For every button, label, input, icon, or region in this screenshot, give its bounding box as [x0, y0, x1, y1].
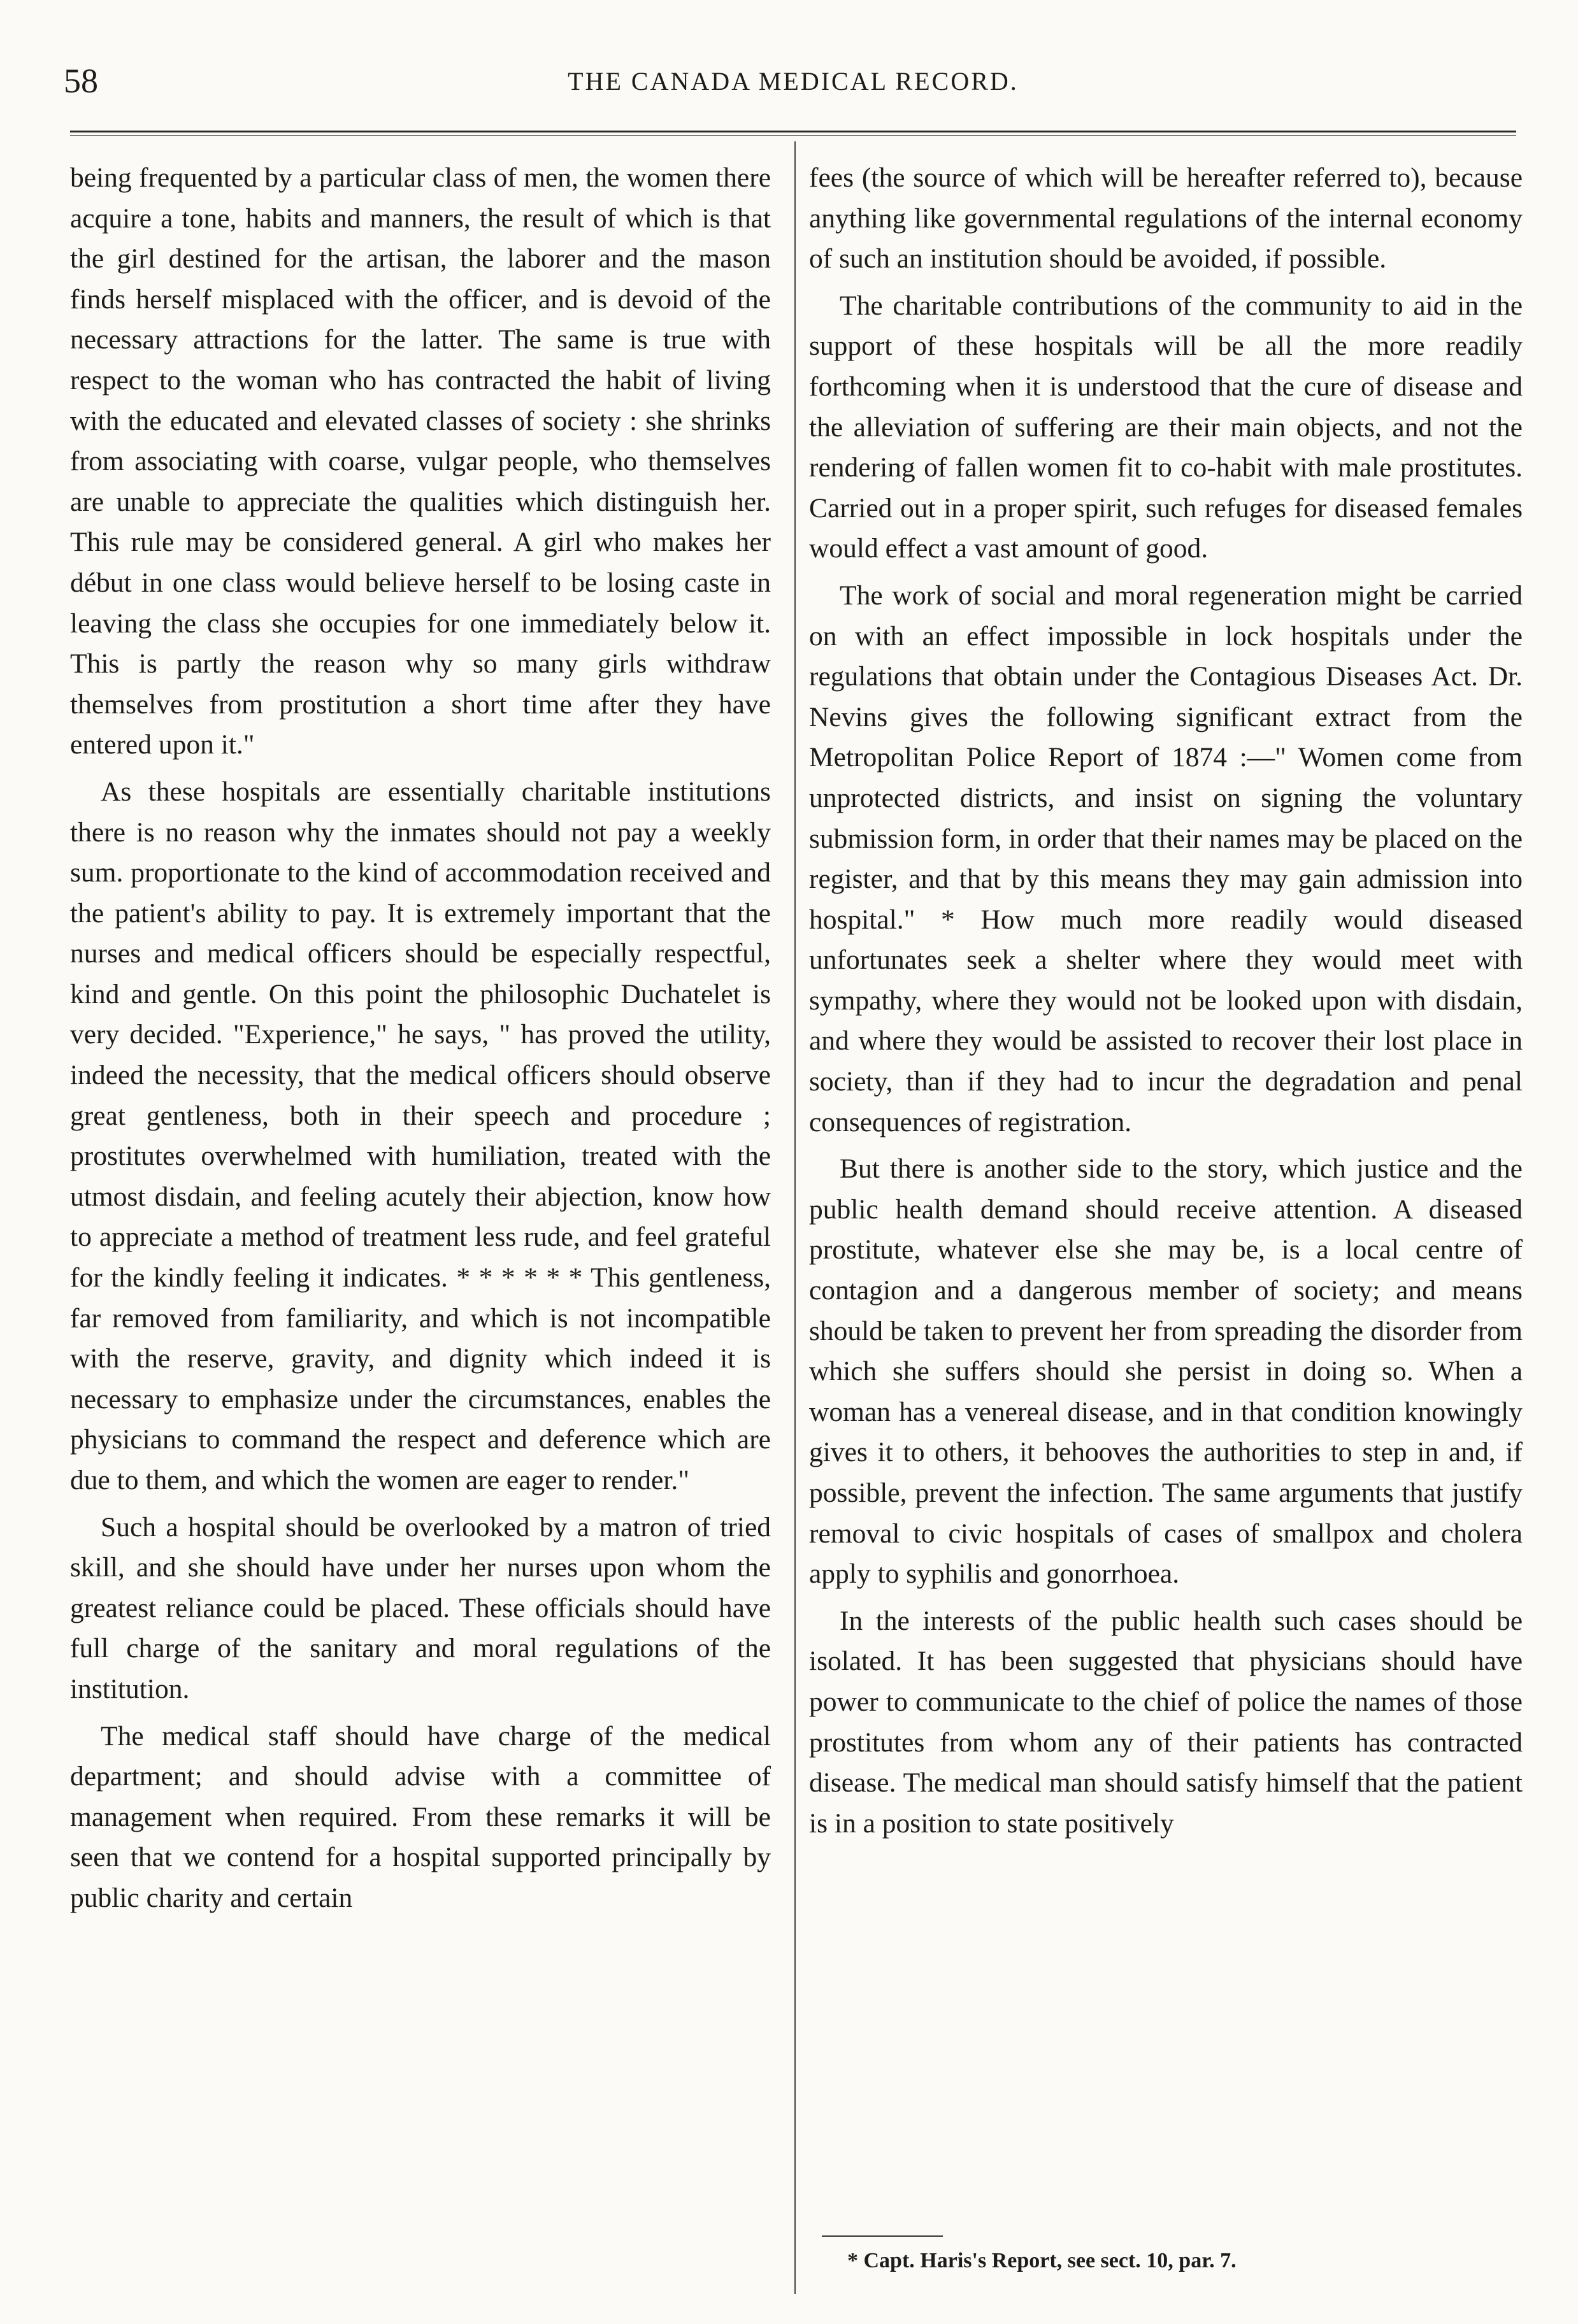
right-column [809, 158, 1523, 1850]
left-paragraph-1: being frequented by a particular class of men, the women there acquire a tone, habits and manners, the result of which is that the girl destined for the artisan, the laborer and the mason finds herself misplaced with the officer, and is devoid of the necessary attractions for the latter. The same is true with respect to the woman who has contracted the habit of living with the educated and elevated classes of society : she shrinks from associating with coarse, vulgar people, who themselves are unable to appreciate the qualities which distinguish her. This rule may be considered general. A girl who makes her début in one class would believe herself to be losing caste in leaving the class she occupies for one immediately below it. This is partly the reason why so many girls withdraw themselves from prostitution a short time after they have entered upon it." [70, 162, 771, 760]
right-paragraph-5: In the interests of the public health such cases should be isolated. It has been suggested that physicians should have power to communicate to the chief of police the names of those prostitutes from whom any of their patients has contracted disease. The medical man should satisfy himself that the patient is in a position to state positively [809, 1605, 1523, 1839]
left-paragraph-2: As these hospitals are essentially charitable institutions there is no reason why the inmates should not pay a weekly sum. proportionate to the kind of accommodation received and the patient's ability to pay. It is extremely important that the nurses and medical officers should be especially respectful, kind and gentle. On this point the philosophic Duchatelet is very decided. "Experience," he says, " has proved the utility, indeed the necessity, that the medical officers should observe great gentleness, both in their speech and procedure ; prostitutes overwhelmed with humiliation, treated with the utmost disdain, and feeling acutely their abjection, know how to appreciate a method of treatment less rude, and feel grateful for the kindly feeling it indicates. * * * * * * This gentleness, far removed from familiarity, and which is not incompatible with the reserve, gravity, and dignity which indeed it is necessary to emphasize under the circumstances, enables the physicians to command the respect and deference which are due to them, and which the women are eager to render." [70, 776, 771, 1495]
header-rule [70, 131, 1516, 132]
left-paragraph-3: Such a hospital should be overlooked by a matron of tried skill, and she should have under her nurses upon whom the greatest reliance could be placed. These officials should have full charge of the sanitary and moral regulations of the institution. [70, 1511, 771, 1704]
right-paragraph-4: But there is another side to the story, which justice and the public health demand should receive attention. A diseased prostitute, whatever else she may be, is a local centre of contagion and a dangerous member of society; and means should be taken to prevent her from spreading the disorder from which she suffers should she persist in doing so. When a woman has a venereal disease, and in that condition knowingly gives it to others, it behooves the authorities to step in and, if possible, prevent the infection. The same arguments that justify removal to civic hospitals of cases of smallpox and cholera apply to syphilis and gonorrhoea. [809, 1153, 1523, 1590]
column-divider [794, 141, 796, 2294]
footnote-rule [822, 2235, 943, 2237]
right-paragraph-2: The charitable contributions of the community to aid in the support of these hospitals will be all the more readily forthcoming when it is understood that the cure of disease and the alleviation of suffering are their main objects, and not the rendering of fallen women fit to co-habit with male prostitutes. Carried out in a proper spirit, such refuges for diseased females would effect a vast amount of good. [809, 290, 1523, 564]
header-rule-thin [70, 135, 1516, 136]
page-number: 58 [64, 62, 98, 100]
footnote: * Capt. Haris's Report, see sect. 10, par. 7. [847, 2249, 1237, 2272]
right-paragraph-1: fees (the source of which will be hereafter referred to), because anything like governmental regulations of the internal economy of such an institution should be avoided, if possible. [809, 162, 1523, 274]
running-title: THE CANADA MEDICAL RECORD. [568, 67, 1019, 96]
left-paragraph-4: The medical staff should have charge of the medical department; and should advise with a committee of management when required. From these remarks it will be seen that we contend for a hospital supported principally by public charity and certain [70, 1720, 771, 1913]
left-column [70, 158, 771, 1925]
right-paragraph-3: The work of social and moral regeneration might be carried on with an effect impossible in lock hospitals under the regulations that obtain under the Contagious Diseases Act. Dr. Nevins gives the following significant extract from the Metropolitan Police Report of 1874 :—" Women come from unprotected districts, and insist on signing the voluntary submission form, in order that their names may be placed on the register, and that by this means they may gain admission into hospital." * How much more readily would diseased unfortunates seek a shelter where they would meet with sympathy, where they would not be looked upon with disdain, and where they would be assisted to recover their lost place in society, than if they had to incur the degradation and penal consequences of registration. [809, 580, 1523, 1137]
page-header [64, 59, 1523, 103]
